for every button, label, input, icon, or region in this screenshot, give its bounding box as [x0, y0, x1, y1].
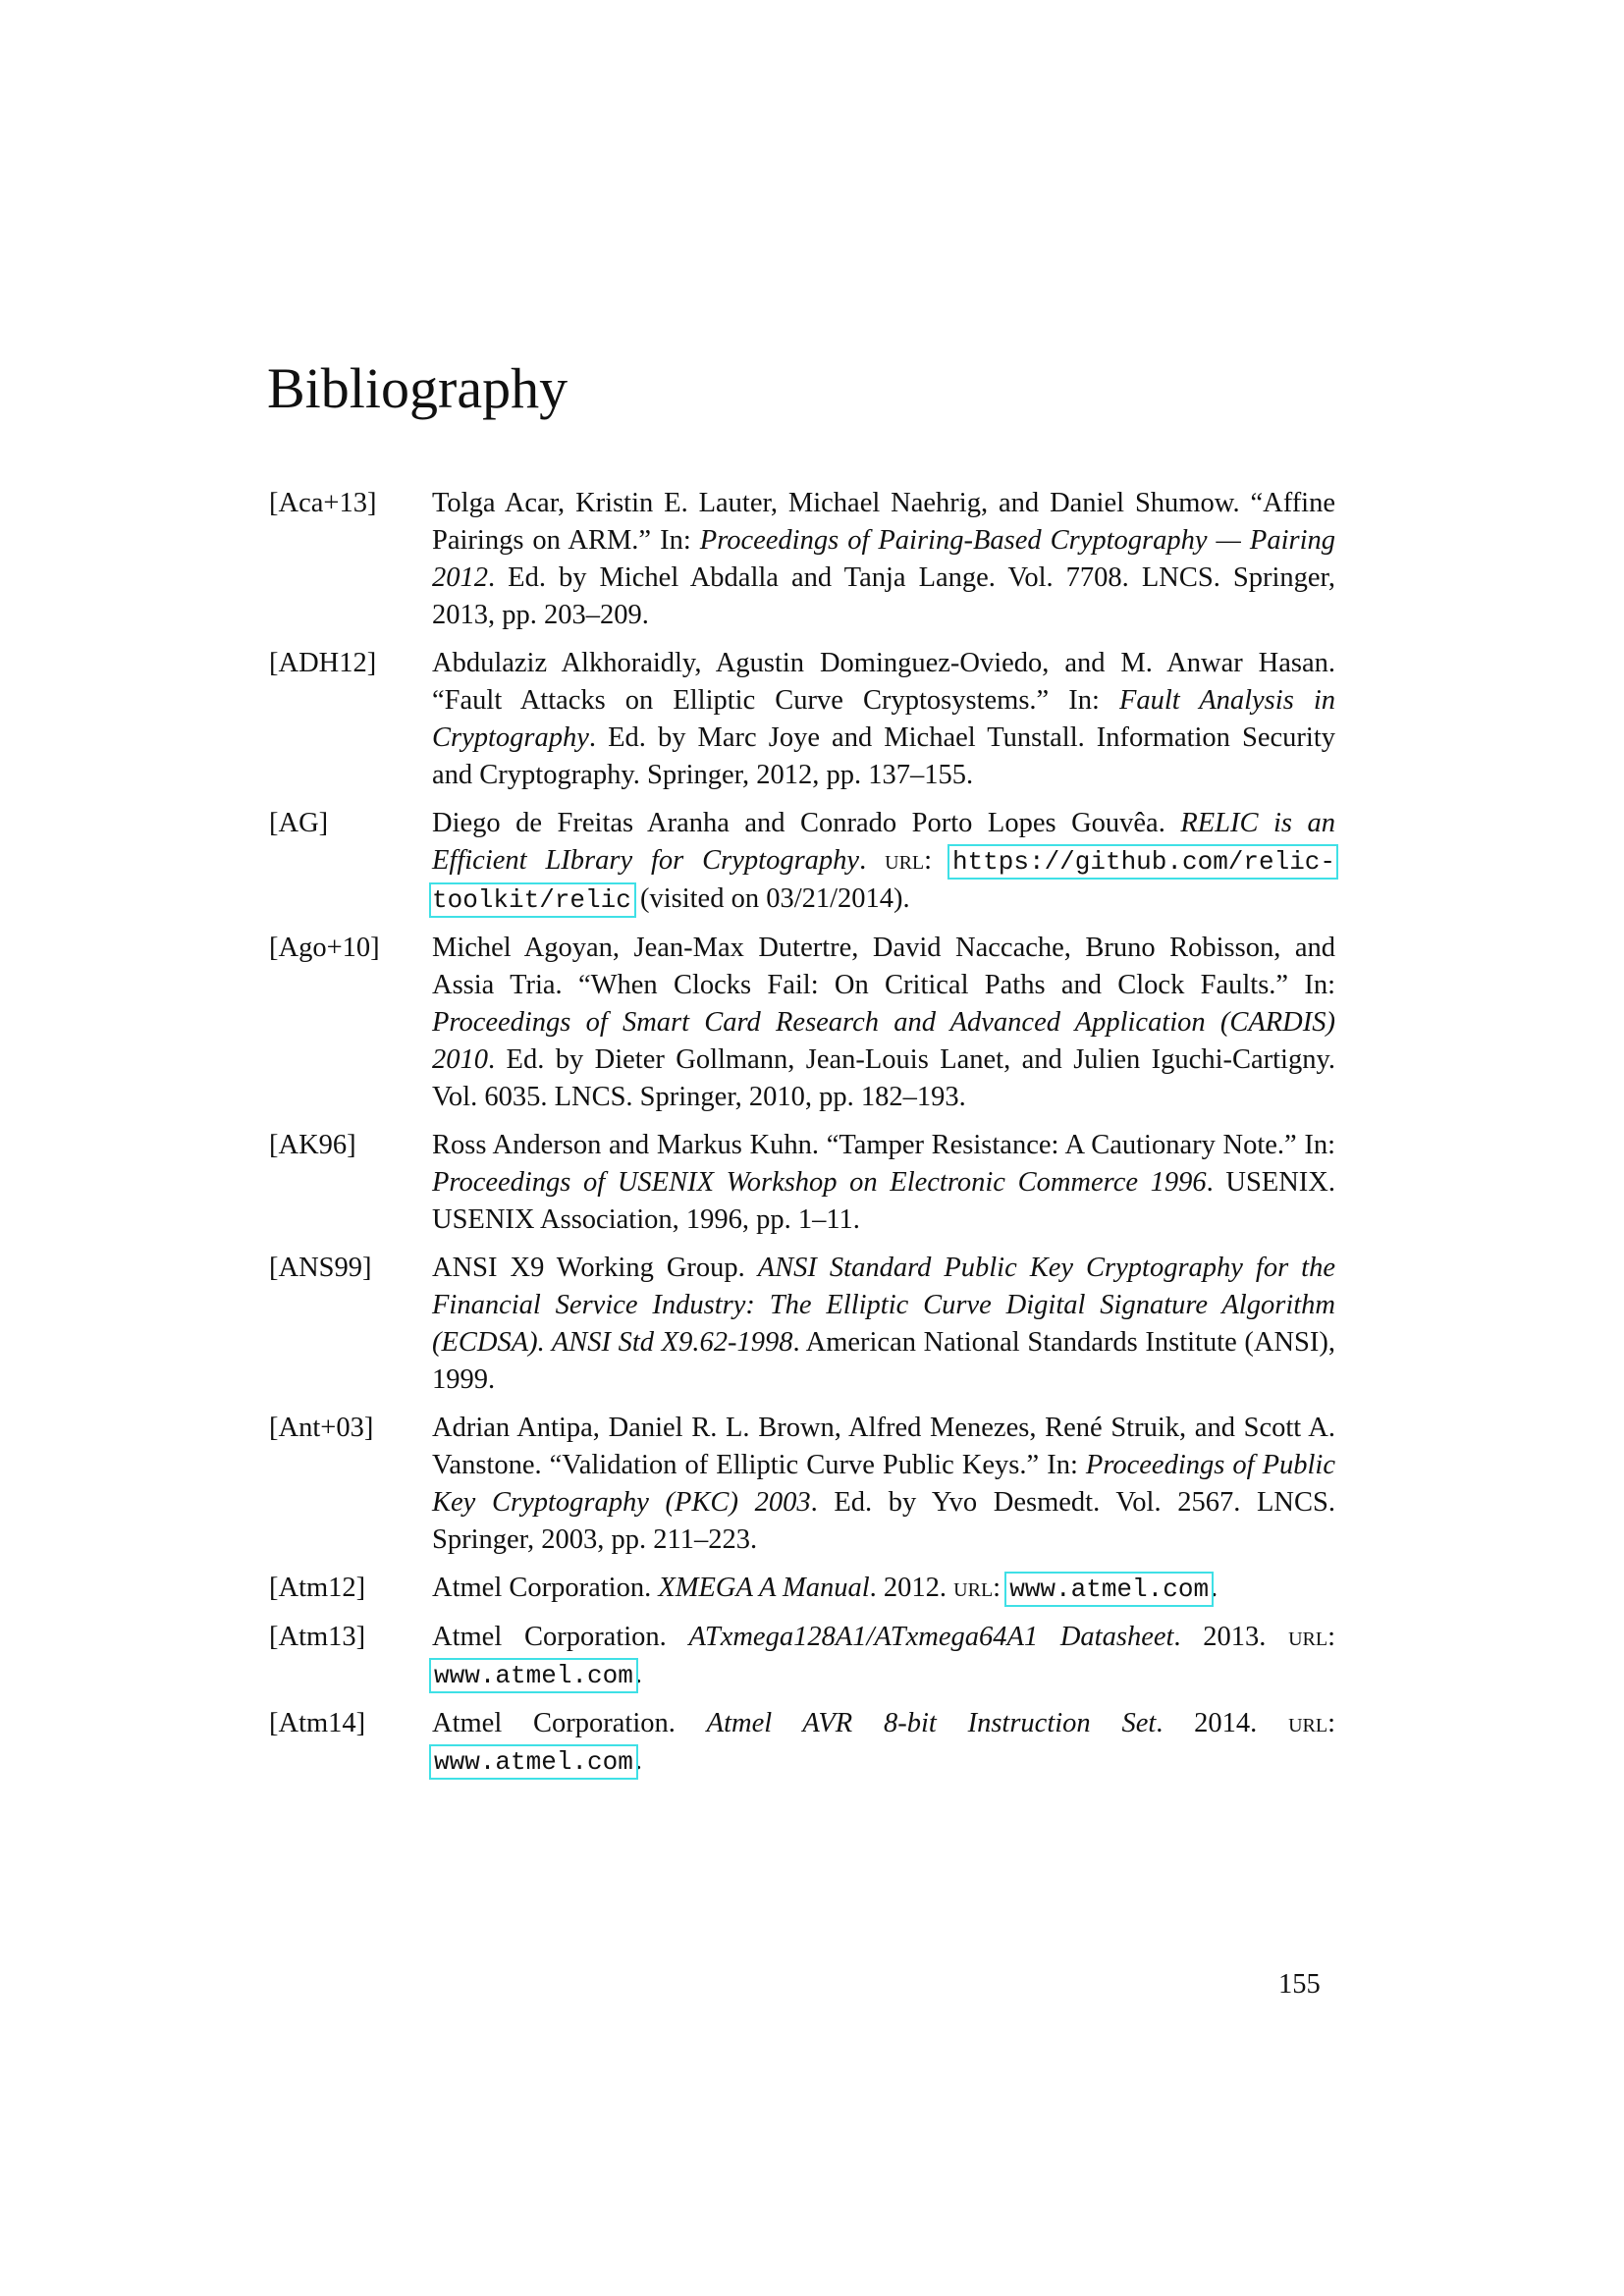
bib-text-segment: Atmel Corporation. — [432, 1708, 707, 1738]
bib-text-segment: Michel Agoyan, Jean-Max Dutertre, David Naccache, Bruno Robisson, and Assia Tria. “When Clocks Fail: On Critical Paths and Clock Faults.” In: — [432, 933, 1335, 1000]
bib-title: XMEGA A Manual — [658, 1573, 870, 1603]
bib-text-segment: . — [859, 845, 886, 876]
bib-text — [432, 1705, 1335, 1781]
bib-text-segment: : — [993, 1573, 1008, 1603]
bib-text-segment: . — [634, 1745, 642, 1776]
bib-title: Proceedings of Public Key Cryptography (PKC) 2003 — [432, 1450, 1335, 1518]
bib-text — [432, 1619, 1335, 1694]
bibliography-list — [269, 485, 1335, 1791]
bib-key: [AG] — [269, 808, 329, 838]
bib-text-segment: : — [1327, 1708, 1335, 1738]
bib-text-segment: . American National Standards Institute (ANSI), 1999. — [432, 1327, 1335, 1395]
bib-text-segment: Atmel Corporation. — [432, 1573, 659, 1603]
bib-entry — [269, 1250, 1335, 1399]
bib-key: [ADH12] — [269, 648, 377, 678]
page-title: Bibliography — [267, 356, 568, 420]
bib-key: [Ago+10] — [269, 933, 380, 963]
bib-text-segment: . 2012. — [869, 1573, 954, 1603]
bib-text-segment: . 2014. — [1156, 1708, 1289, 1738]
bib-text-segment: Diego de Freitas Aranha and Conrado Porto Lopes Gouvêa. — [432, 808, 1181, 838]
bib-title: Atmel AVR 8-bit Instruction Set — [706, 1708, 1157, 1738]
bib-text — [432, 1250, 1335, 1399]
bib-text-segment: Tolga Acar, Kristin E. Lauter, Michael Naehrig, and Daniel Shumow. “Affine Pairings on ARM.” In: — [432, 488, 1335, 556]
bib-text-segment: . Ed. by Michel Abdalla and Tanja Lange. Vol. 7708. LNCS. Springer, 2013, pp. 203–209. — [432, 562, 1335, 630]
bib-entry — [269, 1705, 1335, 1781]
bib-text — [432, 1570, 1335, 1608]
bib-text — [432, 1127, 1335, 1239]
bib-key: [Atm13] — [269, 1622, 366, 1652]
bib-text-segment: Abdulaziz Alkhoraidly, Agustin Dominguez-Oviedo, and M. Anwar Hasan. “Fault Attacks on Elliptic Curve Cryptosystems.” In: — [432, 648, 1335, 716]
bib-url-link[interactable]: https://github.com/relic-toolkit/relic — [432, 847, 1336, 915]
bib-entry — [269, 930, 1335, 1116]
bib-title: ATxmega128A1/ATxmega64A1 Datasheet — [688, 1622, 1174, 1652]
bib-entry — [269, 485, 1335, 634]
bib-text — [432, 1410, 1335, 1559]
url-label: url — [1288, 1708, 1328, 1738]
bib-text — [432, 645, 1335, 794]
bib-text-segment: . — [634, 1659, 642, 1689]
bib-url-link[interactable]: www.atmel.com — [434, 1747, 633, 1777]
bib-title: RELIC is an Efficient LIbrary for Cryptography — [432, 808, 1335, 876]
bib-text-segment: Atmel Corporation. — [432, 1622, 689, 1652]
bib-title: ANSI Standard Public Key Cryptography for the Financial Service Industry: The Elliptic Curve Digital Signature Algorithm (ECDSA). ANSI Std X9.62-1998 — [432, 1253, 1336, 1358]
bib-key: [AK96] — [269, 1130, 356, 1160]
bib-text-segment: . Ed. by Dieter Gollmann, Jean-Louis Lanet, and Julien Iguchi-Cartigny. Vol. 6035. LNCS. Springer, 2010, pp. 182–193. — [432, 1044, 1335, 1112]
bib-entry — [269, 645, 1335, 794]
bib-entry — [269, 1410, 1335, 1559]
bib-url-link[interactable]: www.atmel.com — [1009, 1575, 1210, 1604]
bib-key: [ANS99] — [269, 1253, 372, 1283]
bib-title: Proceedings of Smart Card Research and Advanced Application (CARDIS) 2010 — [432, 1007, 1335, 1075]
bib-text — [432, 805, 1335, 919]
bib-text-segment: (visited on 03/21/2014). — [632, 883, 910, 914]
url-label: url — [885, 845, 925, 876]
bib-text-segment: . Ed. by Marc Joye and Michael Tunstall. Information Security and Cryptography. Springer, 2012, pp. 137–155. — [432, 722, 1335, 790]
bib-text — [432, 930, 1335, 1116]
bib-entry — [269, 1619, 1335, 1694]
bib-title: Proceedings of USENIX Workshop on Electronic Commerce 1996 — [432, 1167, 1207, 1198]
bib-entry — [269, 1127, 1335, 1239]
bib-title: Fault Analysis in Cryptography — [432, 685, 1335, 753]
bib-text-segment: . 2013. — [1173, 1622, 1289, 1652]
bib-text — [432, 485, 1335, 634]
bib-key: [Aca+13] — [269, 488, 377, 518]
bib-entry — [269, 805, 1335, 919]
bib-title: Proceedings of Pairing-Based Cryptography — Pairing 2012 — [432, 525, 1335, 593]
url-label: url — [1288, 1622, 1328, 1652]
bib-text-segment: . — [1211, 1573, 1218, 1603]
page-number: 155 — [1278, 1969, 1321, 2000]
bib-text-segment: . Ed. by Yvo Desmedt. Vol. 2567. LNCS. Springer, 2003, pp. 211–223. — [432, 1487, 1335, 1555]
url-label: url — [953, 1573, 994, 1603]
bib-key: [Atm12] — [269, 1573, 366, 1603]
bib-text-segment: ANSI X9 Working Group. — [432, 1253, 758, 1283]
bib-url-link[interactable]: www.atmel.com — [434, 1661, 633, 1690]
bib-text-segment: : — [1327, 1622, 1335, 1652]
bib-text-segment: : — [924, 845, 950, 876]
bib-text-segment: . USENIX. USENIX Association, 1996, pp. 1–11. — [432, 1167, 1335, 1235]
bib-text-segment: Ross Anderson and Markus Kuhn. “Tamper Resistance: A Cautionary Note.” In: — [432, 1130, 1335, 1160]
bib-text-segment: Adrian Antipa, Daniel R. L. Brown, Alfred Menezes, René Struik, and Scott A. Vanstone. “Validation of Elliptic Curve Public Keys.” In: — [432, 1413, 1335, 1480]
bib-key: [Ant+03] — [269, 1413, 374, 1443]
bib-entry — [269, 1570, 1335, 1608]
bib-key: [Atm14] — [269, 1708, 366, 1738]
